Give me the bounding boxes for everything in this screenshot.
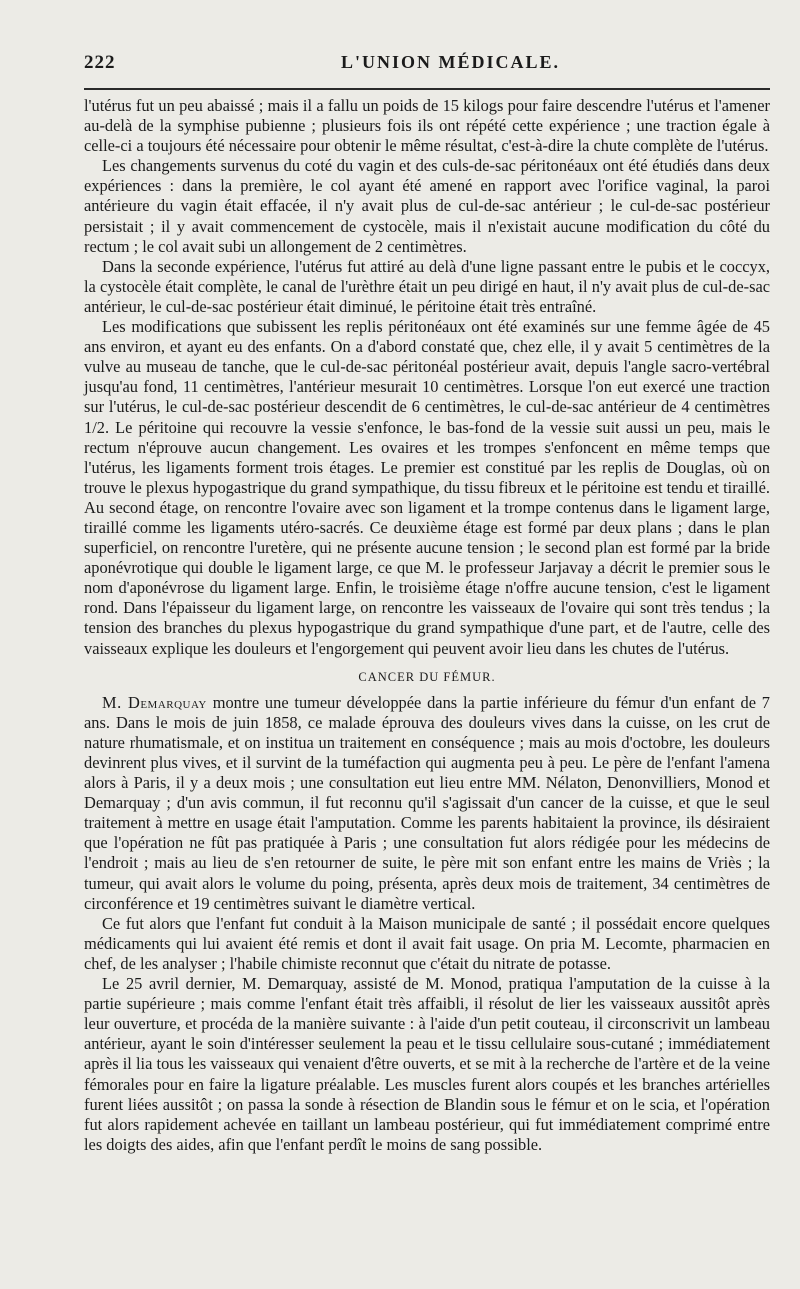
paragraph [84, 693, 770, 914]
paragraph: Dans la seconde expérience, l'utérus fut attiré au delà d'une ligne passant entre le pubis et le coccyx, la cystocèle était complète, le canal de l'urèthre était un peu dirigé en haut, il n'y avait plus de cul-de-sac antérieur, le cul-de-sac postérieur était diminué, le péritoine était très entraîné. [84, 256, 770, 316]
paragraph: Les changements survenus du coté du vagin et des culs-de-sac péritonéaux ont été étudiés dans deux expériences : dans la première, le col ayant été amené en rapport avec l'orifice vaginal, la paroi antérieure du vagin était effacée, il n'y avait plus de cul-de-sac antérieur ; le cul-de-sac postérieur persistait ; il y avait commencement de cystocèle, mais il n'existait aucune modification du côté du rectum ; le col avait subi un allongement de 2 centimètres. [84, 156, 770, 256]
paragraph: Le 25 avril dernier, M. Demarquay, assisté de M. Monod, pratiqua l'amputation de la cuisse à la partie supérieure ; mais comme l'enfant était très affaibli, il résolut de lier les vaisseaux aussitôt après leur ouverture, et procéda de la manière suivante : à l'aide d'un petit couteau, il circonscrivit un lambeau antérieur, ayant le soin d'intéresser seulement la peau et le tissu cellulaire sous-cutané ; immédiatement après il lia tous les vaisseaux qui venaient d'être ouverts, et se mit à la recherche de l'artère et de la veine fémorales pour en faire la ligature préalable. Les muscles furent alors coupés et les branches artérielles furent liées aussitôt ; on passa la sonde à résection de Blandin sous le fémur et on le scia, et l'opération fut alors rapidement achevée en taillant un lambeau postérieur, qui fut immédiatement comprimé entre les doigts des aides, afin que l'enfant perdît le moins de sang possible. [84, 974, 770, 1154]
paragraph: l'utérus fut un peu abaissé ; mais il a fallu un poids de 15 kilogs pour faire descendre l'utérus et l'amener au-delà de la symphise pubienne ; plusieurs fois ils ont répété cette expérience ; une traction égale à celle-ci a toujours été nécessaire pour obtenir le même résultat, c'est-à-dire la chute complète de l'utérus. [84, 96, 770, 156]
author-name: M. Demarquay [102, 692, 207, 712]
header-rule [84, 88, 770, 90]
running-header [84, 52, 770, 82]
paragraph: Les modifications que subissent les replis péritonéaux ont été examinés sur une femme âgée de 45 ans environ, et ayant eu des enfants. On a d'abord constaté que, chez elle, il y avait 5 centimètres de la vulve au museau de tanche, que le cul-de-sac péritonéal postérieur avait, depuis l'angle sacro-vertébral jusqu'au fond, 11 centimètres, l'antérieur mesurait 10 centimètres. Lorsque l'on eut exercé une traction sur l'utérus, le cul-de-sac postérieur descendit de 6 centimètres, le cul-de-sac antérieur de 4 centimètres 1/2. Le péritoine qui recouvre la vessie s'enfonce, le bas-fond de la vessie suit aussi un peu, mais le rectum n'éprouve aucun changement. Les ovaires et les trompes s'enfoncent en même temps que l'utérus, les ligaments forment trois étages. Le premier est constitué par les replis de Douglas, où on trouve le plexus hypogastrique du grand sympathique, du tissu fibreux et le péritoine est tendu et tiraillé. Au second étage, on rencontre l'ovaire avec son ligament et la trompe contenus dans le ligament large, tiraillé comme les ligaments utéro-sacrés. Ce deuxième étage est formé par deux plans ; dans le plan superficiel, on rencontre l'uretère, qui ne présente aucune tension ; le second plan est formé par la bride aponévrotique qui double le ligament large, ce que M. le professeur Jarjavay a décrit le premier sous le nom d'aponévrose du ligament large. Enfin, le troisième étage n'offre aucune tension, c'est le ligament rond. Dans l'épaisseur du ligament large, on rencontre les vaisseaux de l'ovaire qui sont très tendus ; la tension des branches du plexus hypogastrique du grand sympathique d'une part, et de l'autre, celle des vaisseaux explique les douleurs et l'engorgement qui peuvent avoir lieu dans les chutes de l'utérus. [84, 317, 770, 658]
page-number: 222 [84, 52, 116, 73]
article-body [84, 96, 770, 1155]
paragraph: Ce fut alors que l'enfant fut conduit à la Maison municipale de santé ; il possédait encore quelques médicaments qui lui avaient été remis et dont il avait fait usage. On pria M. Lecomte, pharmacien en chef, de les analyser ; l'habile chimiste reconnut que c'était du nitrate de potasse. [84, 913, 770, 973]
section-heading: CANCER DU FÉMUR. [358, 669, 496, 684]
running-title: L'UNION MÉDICALE. [340, 52, 560, 72]
paragraph-text: montre une tumeur développée dans la partie inférieure du fémur d'un enfant de 7 ans. Dans le mois de juin 1858, ce malade éprouva des douleurs vives dans la cuisse, on les crut de nature rhumatismale, et on institua un traitement en conséquence ; mais au mois d'octobre, les douleurs devinrent plus vives, et il survint de la tuméfaction qui augmenta peu à peu. Le père de l'enfant l'amena alors à Paris, il y a deux mois ; une consultation eut lieu entre MM. Nélaton, Denonvilliers, Monod et Demarquay ; d'un avis commun, il fut reconnu qu'il s'agissait d'un cancer de la cuisse, et que le seul traitement à mettre en usage était l'amputation. Comme les parents habitaient la province, ils désiraient que l'opération ne fût pas pratiquée à Paris ; une consultation fut alors rédigée pour les médecins de l'endroit ; mais au lieu de s'en retourner de suite, le père mit son enfant entre les mains de Vriès ; la tumeur, qui avait alors le volume du poing, présenta, après deux mois de traitement, 34 centimètres de circonférence et 19 centimètres suivant le diamètre vertical. [84, 692, 770, 913]
